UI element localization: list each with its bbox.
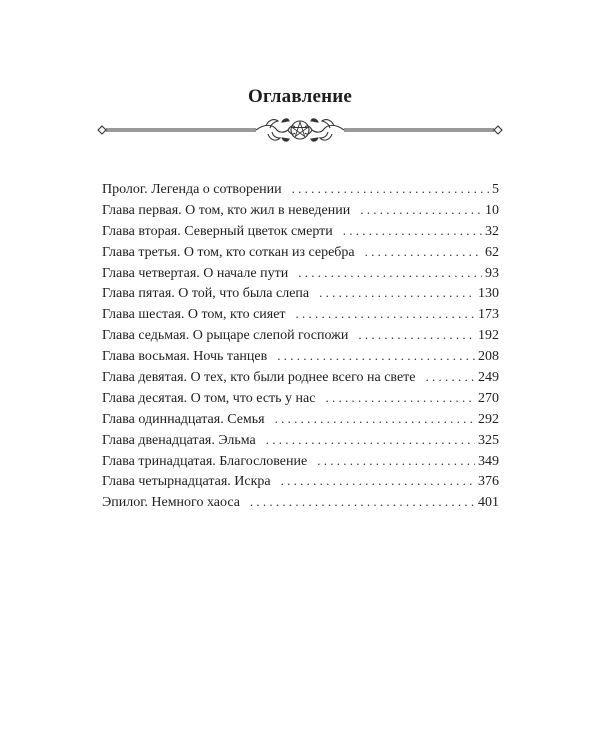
toc-entry-title: Глава пятая. О той, что была слепа: [102, 286, 310, 302]
toc-entry-page-number: 5: [492, 182, 499, 197]
toc-entry-title: Глава четвертая. О начале пути: [102, 265, 289, 281]
toc-entry-page-number: 208: [478, 349, 499, 365]
toc-dot-leader: [275, 409, 475, 430]
toc-entry-page-number: 130: [478, 286, 499, 302]
toc-entry[interactable]: [102, 346, 499, 367]
toc-dot-leader: [426, 367, 476, 388]
toc-entry[interactable]: [102, 325, 499, 346]
toc-dot-leader: [292, 179, 489, 200]
page-title: Оглавление: [247, 86, 353, 107]
toc-entry[interactable]: [102, 367, 499, 388]
toc-dot-leader: [250, 492, 475, 513]
toc-entry[interactable]: [102, 451, 499, 472]
toc-dot-leader: [266, 430, 475, 451]
toc-entry-title: Глава третья. О том, кто соткан из серебра: [102, 244, 355, 260]
toc-dot-leader: [277, 346, 475, 367]
toc-entry-title: Глава двенадцатая. Эльма: [102, 432, 256, 448]
toc-entry-title: Глава девятая. О тех, кто были роднее всего на свете: [102, 370, 416, 386]
toc-entry-title: Глава вторая. Северный цветок смерти: [102, 223, 333, 239]
toc-entry-page-number: 270: [478, 390, 499, 406]
toc-dot-leader: [360, 200, 482, 221]
toc-entry-page-number: 292: [478, 411, 499, 427]
toc-entry-title: Пролог. Легенда о сотворении: [102, 182, 282, 197]
toc-dot-leader: [317, 451, 475, 472]
toc-entry-title: Глава восьмая. Ночь танцев: [102, 349, 268, 365]
toc-entry-title: Глава первая. О том, кто жил в неведении: [102, 202, 351, 218]
toc-entry[interactable]: [102, 430, 499, 451]
toc-entry[interactable]: [102, 200, 499, 221]
toc-entry-page-number: 173: [478, 307, 499, 323]
toc-dot-leader: [281, 471, 475, 492]
toc-entry[interactable]: [102, 179, 499, 200]
toc-dot-leader: [298, 263, 482, 284]
toc-entry-title: Глава седьмая. О рыцаре слепой госпожи: [102, 328, 349, 344]
table-of-contents: [102, 179, 499, 513]
toc-entry-page-number: 93: [485, 265, 499, 281]
toc-dot-leader: [296, 304, 475, 325]
toc-entry-page-number: 376: [478, 474, 499, 490]
toc-entry-page-number: 32: [485, 223, 499, 239]
toc-entry-title: Глава одиннадцатая. Семья: [102, 411, 265, 427]
toc-entry-title: Глава тринадцатая. Благословение: [102, 453, 308, 469]
toc-entry-page-number: 249: [478, 370, 499, 386]
toc-entry[interactable]: [102, 388, 499, 409]
toc-entry-page-number: 349: [478, 453, 499, 469]
toc-entry-title: Глава шестая. О том, кто сияет: [102, 307, 286, 323]
toc-entry[interactable]: [102, 263, 499, 284]
toc-dot-leader: [343, 221, 482, 242]
toc-entry-title: Глава десятая. О том, что есть у нас: [102, 390, 316, 406]
toc-dot-leader: [365, 242, 482, 263]
toc-entry[interactable]: [102, 471, 499, 492]
toc-entry[interactable]: [102, 283, 499, 304]
toc-dot-leader: [319, 283, 475, 304]
toc-entry[interactable]: [102, 221, 499, 242]
toc-dot-leader: [358, 325, 475, 346]
toc-entry-page-number: 62: [485, 244, 499, 260]
toc-entry[interactable]: [102, 304, 499, 325]
toc-entry-page-number: 192: [478, 328, 499, 344]
toc-entry[interactable]: [102, 242, 499, 263]
toc-dot-leader: [325, 388, 475, 409]
toc-entry-title: Глава четырнадцатая. Искра: [102, 474, 271, 490]
toc-entry-title: Эпилог. Немного хаоса: [102, 495, 240, 511]
toc-entry-page-number: 401: [478, 495, 499, 511]
toc-entry-page-number: 325: [478, 432, 499, 448]
toc-entry[interactable]: [102, 492, 499, 513]
toc-entry-page-number: 10: [485, 202, 499, 218]
floral-divider-icon: [96, 112, 504, 148]
toc-entry[interactable]: [102, 409, 499, 430]
